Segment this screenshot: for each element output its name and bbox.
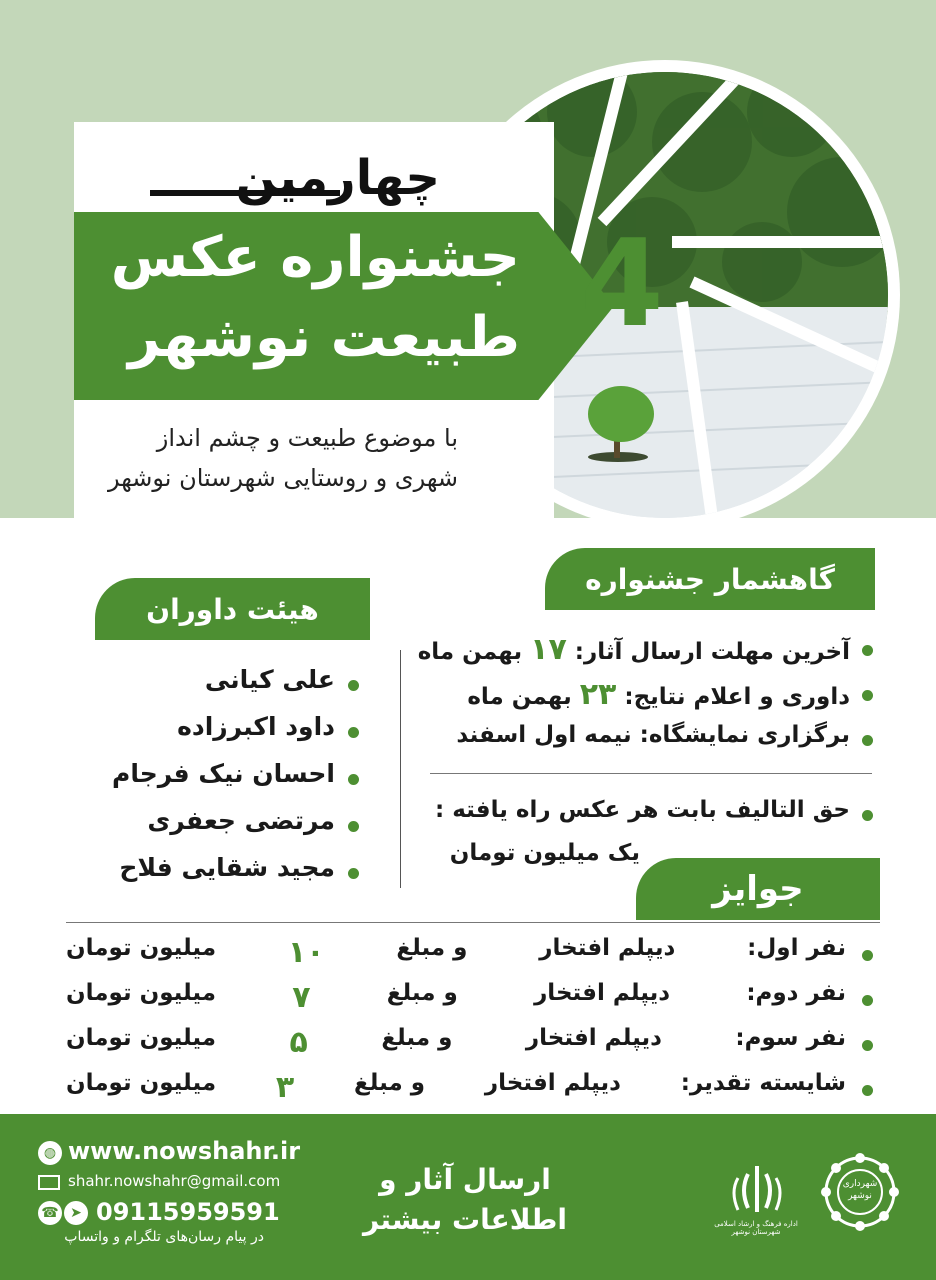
bullet (862, 690, 873, 701)
send-info (330, 1160, 600, 1240)
festival-ordinal: چهارمین (235, 150, 440, 206)
title-line-2: طبیعت نوشهر (128, 305, 520, 370)
schedule-item-number: ۲۳ (579, 677, 617, 712)
judge-name: مجید شقایی فلاح (119, 853, 335, 882)
prize-diploma: دیپلم افتخار (484, 1070, 621, 1096)
bullet (348, 821, 359, 832)
email-link[interactable]: shahr.nowshahr@gmail.com (68, 1172, 281, 1190)
schedule-item-label: برگزاری نمایشگاه: نیمه اول اسفند (456, 722, 850, 748)
column-divider (400, 650, 401, 888)
subtitle-line-1: با موضوع طبیعت و چشم انداز (156, 424, 458, 452)
judge-name: احسان نیک فرجام (112, 759, 335, 788)
phone-note: در پیام رسان‌های تلگرام و واتساپ (64, 1229, 264, 1245)
bullet (348, 680, 359, 691)
schedule-item-label: داوری و اعلام نتایج: (624, 684, 850, 710)
prize-row (66, 1070, 846, 1105)
prize-number: ۵ (289, 1025, 308, 1060)
municipality-logo-text: شهرداری نوشهر (842, 1179, 878, 1201)
prize-rank: نفر سوم: (735, 1025, 846, 1051)
prize-number: ۱۰ (287, 935, 325, 970)
schedule-item-results (420, 677, 850, 712)
schedule-heading: گاهشمار جشنواره (545, 548, 875, 610)
bullet (862, 645, 873, 656)
prize-row (66, 1025, 846, 1060)
schedule-item-label: آخرین مهلت ارسال آثار: (574, 639, 850, 665)
send-line-2: اطلاعات بیشتر (362, 1203, 568, 1236)
prize-and-amount: و مبلغ (396, 935, 468, 961)
divider (66, 922, 880, 923)
prize-diploma: دیپلم افتخار (525, 1025, 662, 1051)
prize-and-amount: و مبلغ (386, 980, 458, 1006)
edition-number: 4 (580, 215, 664, 354)
prize-row (66, 935, 846, 970)
prize-unit: میلیون تومان (66, 980, 217, 1006)
bullet (348, 774, 359, 785)
prize-diploma: دیپلم افتخار (534, 980, 671, 1006)
iran-emblem-icon (722, 1162, 792, 1218)
judge-name: مرتضی جعفری (147, 806, 335, 835)
prize-and-amount: و مبلغ (381, 1025, 453, 1051)
bullet (862, 1040, 873, 1051)
iran-emblem-logo (722, 1162, 792, 1218)
telegram-icon: ➤ (64, 1201, 88, 1225)
schedule-item-suffix: بهمن ماه (417, 639, 523, 665)
send-line-1: ارسال آثار و (379, 1163, 551, 1196)
prize-rank: نفر اول: (747, 935, 846, 961)
title-line-1: جشنواره عکس (110, 225, 520, 290)
judge-name: علی کیانی (204, 665, 335, 694)
prize-rank: شایسته تقدیر: (680, 1070, 846, 1096)
bullet (862, 810, 873, 821)
prize-number: ۳ (275, 1070, 295, 1105)
schedule-item-suffix: بهمن ماه (467, 684, 572, 710)
culture-office-text: اداره فرهنگ و ارشاد اسلامی شهرستان نوشهر (714, 1220, 798, 1236)
whatsapp-icon: ☎ (38, 1201, 62, 1225)
prize-diploma: دیپلم افتخار (539, 935, 676, 961)
subtitle (78, 418, 458, 498)
royalty-line-1: حق التالیف بابت هر عکس راه یافته : (435, 797, 850, 823)
schedule-item-exhibition (420, 722, 850, 748)
tree-crown (588, 386, 654, 442)
divider (430, 773, 872, 774)
prize-unit: میلیون تومان (66, 935, 217, 961)
schedule-item-number: ۱۷ (530, 632, 567, 667)
prize-unit: میلیون تومان (66, 1025, 217, 1051)
prize-number: ۷ (292, 980, 311, 1015)
bullet (862, 950, 873, 961)
judges-heading: هیئت داوران (95, 578, 370, 640)
globe-icon: ◍ (38, 1141, 62, 1165)
subtitle-line-2: شهری و روستایی شهرستان نوشهر (107, 464, 458, 492)
mail-icon (38, 1175, 60, 1190)
bullet (862, 1085, 873, 1096)
schedule-item-deadline (417, 632, 850, 667)
prizes-heading: جوایز (636, 858, 880, 920)
prize-rank: نفر دوم: (746, 980, 846, 1006)
bullet (862, 995, 873, 1006)
prize-unit: میلیون تومان (66, 1070, 217, 1096)
bullet (348, 727, 359, 738)
judge-name: داود اکبرزاده (177, 712, 335, 741)
bullet (348, 868, 359, 879)
website-link[interactable]: www.nowshahr.ir (68, 1137, 301, 1165)
bullet (862, 735, 873, 746)
prize-and-amount: و مبلغ (354, 1070, 426, 1096)
royalty-line-2: یک میلیون تومان (449, 840, 640, 866)
prize-row (66, 980, 846, 1015)
phone-number[interactable]: 09115959591 (96, 1198, 280, 1226)
